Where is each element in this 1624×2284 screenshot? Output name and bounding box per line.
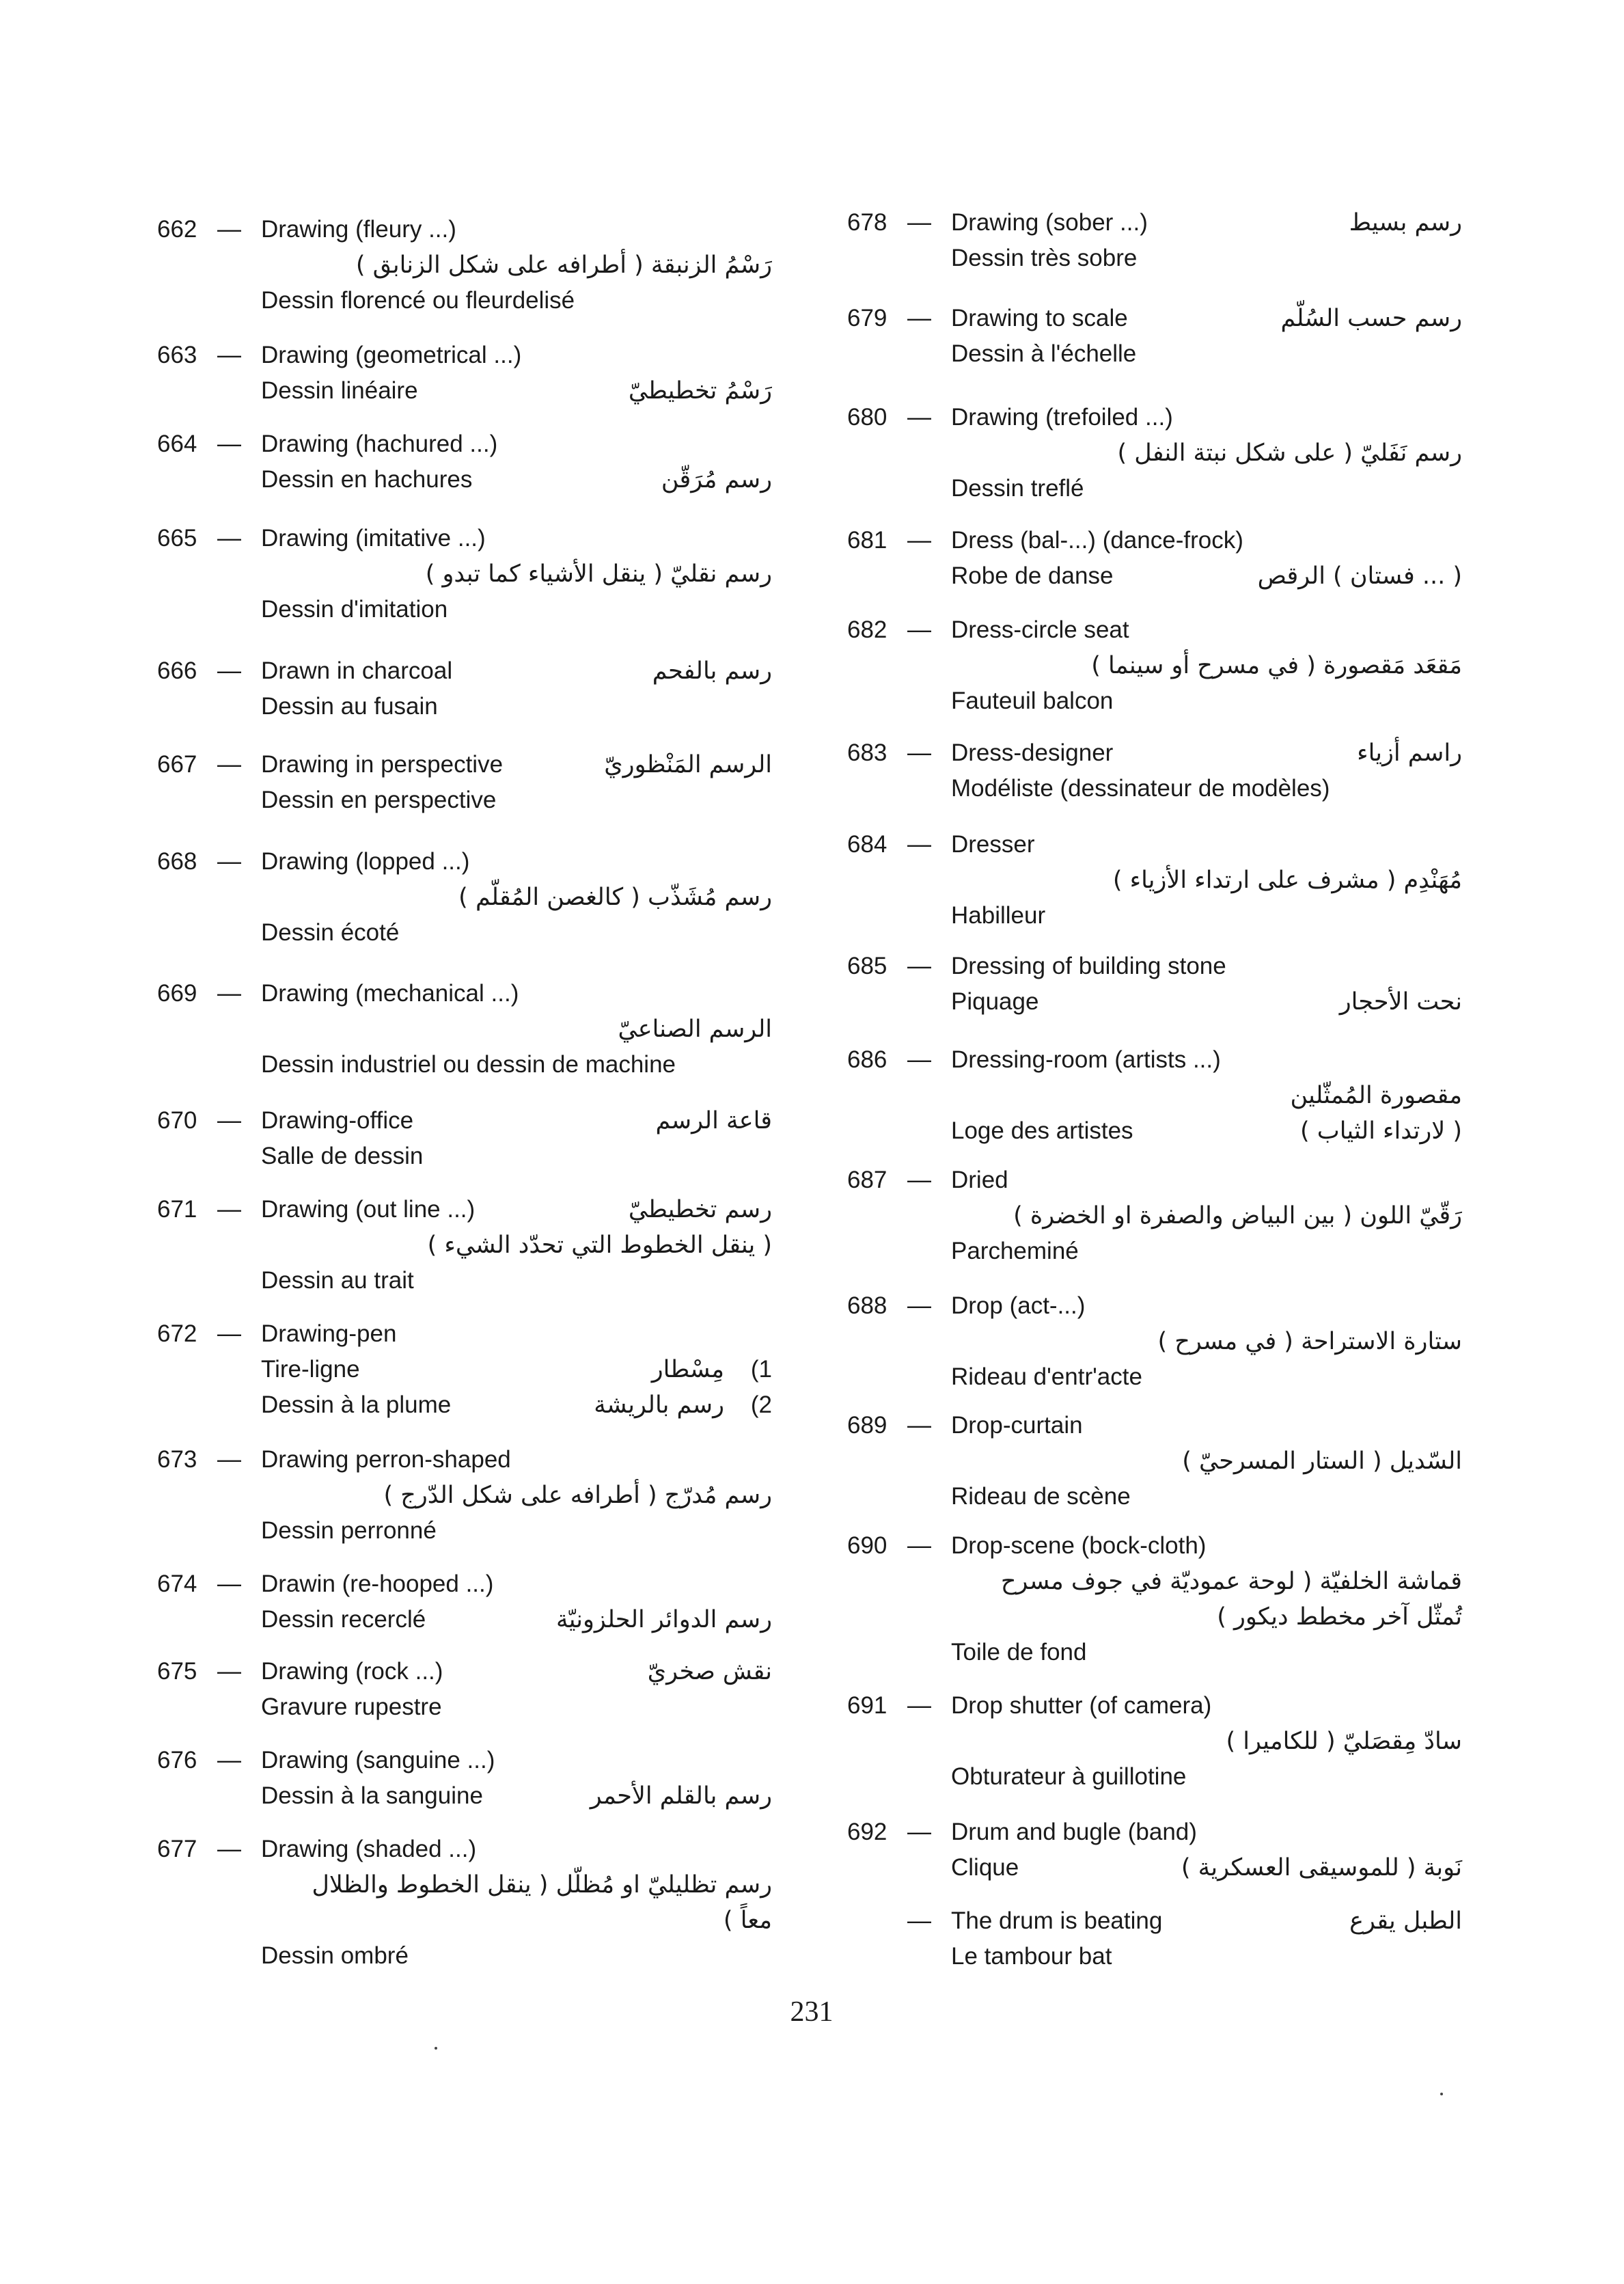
french-term: Dessin florencé ou fleurdelisé: [261, 287, 575, 314]
english-term: Drop shutter (of camera): [951, 1692, 1212, 1719]
english-term: Drawing (trefoiled ...): [951, 404, 1173, 431]
entry-number: 664: [157, 431, 197, 457]
english-term: Dress (bal-...) (dance-frock): [951, 527, 1243, 554]
entry-line: [157, 521, 772, 556]
entry-line: [847, 205, 1462, 241]
arabic-term: ( ... فستان ) الرقص: [1257, 562, 1462, 590]
arabic-term: نحت الأحجار: [1339, 988, 1462, 1016]
em-dash: —: [217, 848, 241, 875]
entry-number: 681: [847, 527, 887, 554]
entry-line: [157, 212, 772, 247]
entry-line: [847, 1850, 1462, 1886]
arabic-term: رسم حسب السُلّم: [1280, 305, 1462, 332]
english-term: Drawing (geometrical ...): [261, 342, 522, 368]
entry-line: [847, 558, 1462, 594]
arabic-term: رَسْمُ الزنبقة ( أطرافه على شكل الزنابق ): [355, 251, 772, 279]
entry-line: [157, 747, 772, 783]
arabic-term: رسم نقليّ ( ينقل الأشياء كما تبدو ): [425, 560, 772, 588]
arabic-term: رسم تخطيطيّ: [628, 1196, 772, 1223]
entry-line: [847, 648, 1462, 683]
entry-number: 691: [847, 1692, 887, 1719]
em-dash: —: [907, 404, 931, 431]
em-dash: —: [217, 1446, 241, 1473]
dictionary-entry: [157, 1743, 772, 1814]
entry-line: [157, 1263, 772, 1299]
dictionary-entry: [157, 1192, 772, 1299]
entry-line: [157, 1478, 772, 1513]
dictionary-entry: [847, 1408, 1462, 1514]
entry-line: [157, 1047, 772, 1083]
em-dash: —: [217, 980, 241, 1007]
entry-line: [847, 1564, 1462, 1599]
arabic-term: رسم تظليليّ او مُظلّل ( ينقل الخطوط والظلال: [312, 1871, 772, 1899]
em-dash: —: [217, 1747, 241, 1773]
print-speck: [1440, 2093, 1443, 2095]
entry-line: [157, 1192, 772, 1227]
entry-line: [847, 471, 1462, 506]
em-dash: —: [217, 1836, 241, 1862]
french-term: Salle de dessin: [261, 1143, 424, 1169]
french-term: Dessin linéaire: [261, 377, 418, 404]
entry-line: [847, 1814, 1462, 1850]
entry-line: [847, 435, 1462, 471]
arabic-term: الطبل يقرع: [1349, 1907, 1462, 1935]
arabic-term: مِسْطار: [651, 1356, 724, 1383]
entry-line: [157, 1442, 772, 1478]
french-term: Obturateur à guillotine: [951, 1763, 1187, 1790]
dictionary-entry: [847, 1042, 1462, 1149]
entry-number: 679: [847, 305, 887, 331]
sub-number: (1: [750, 1356, 772, 1383]
entry-line: [157, 1938, 772, 1974]
french-term: Tire-ligne: [261, 1356, 360, 1383]
dictionary-entry: [847, 827, 1462, 934]
entry-line: [847, 771, 1462, 806]
english-term: Dressing of building stone: [951, 953, 1226, 979]
arabic-term: السّديل ( الستار المسرحيّ ): [1182, 1447, 1462, 1475]
arabic-term: رَقّيّ اللون ( بين البياض والصفرة او الخضرة ): [1013, 1202, 1462, 1229]
entry-line: [157, 1867, 772, 1903]
arabic-term: رَسْمُ تخطيطيّ: [628, 377, 772, 405]
arabic-term: ( لارتداء الثياب ): [1300, 1117, 1462, 1145]
entry-number: 669: [157, 980, 197, 1007]
page-number: 231: [790, 1996, 834, 2028]
entry-line: [847, 827, 1462, 862]
french-term: Dessin perronné: [261, 1517, 437, 1544]
french-term: Dessin treflé: [951, 475, 1084, 502]
entry-line: [157, 1103, 772, 1139]
em-dash: —: [907, 209, 931, 236]
dictionary-entry: [847, 1528, 1462, 1670]
english-term: Drawing (fleury ...): [261, 216, 456, 243]
english-term: Drawn in charcoal: [261, 657, 453, 684]
english-term: Drop (act-...): [951, 1292, 1086, 1319]
dictionary-entry: [157, 1566, 772, 1637]
entry-line: [157, 1832, 772, 1867]
arabic-term: رسم مُرَقّن: [661, 466, 772, 493]
dictionary-entry: [157, 1316, 772, 1423]
dictionary-entry: [157, 976, 772, 1083]
arabic-term: نقش صخريّ: [647, 1658, 772, 1685]
dictionary-entry: [847, 1903, 1462, 1974]
arabic-term: قماشة الخلفيّة ( لوحة عموديّة في جوف مسرح: [1000, 1568, 1462, 1595]
arabic-term: رسم بالقلم الأحمر: [590, 1782, 772, 1810]
em-dash: —: [217, 431, 241, 457]
em-dash: —: [907, 1167, 931, 1193]
em-dash: —: [907, 831, 931, 858]
entry-number: 673: [157, 1446, 197, 1473]
entry-number: 690: [847, 1532, 887, 1559]
em-dash: —: [217, 1571, 241, 1597]
entry-number: 680: [847, 404, 887, 431]
entry-line: [847, 241, 1462, 276]
english-term: Drawing (hachured ...): [261, 431, 498, 457]
entry-line: [157, 915, 772, 951]
dictionary-entry: [157, 747, 772, 818]
dictionary-entry: [157, 338, 772, 409]
dictionary-entry: [157, 844, 772, 951]
french-term: Piquage: [951, 988, 1039, 1015]
french-term: Fauteuil balcon: [951, 688, 1114, 714]
em-dash: —: [217, 1107, 241, 1134]
english-term: Dresser: [951, 831, 1035, 858]
english-term: Drawing (out line ...): [261, 1196, 476, 1223]
entry-line: [157, 1689, 772, 1725]
dictionary-entry: [847, 301, 1462, 372]
entry-number: 663: [157, 342, 197, 368]
entry-line: [847, 1324, 1462, 1359]
french-term: Dessin d'imitation: [261, 596, 448, 623]
french-term: Dessin écoté: [261, 919, 400, 946]
dictionary-entry: [847, 1814, 1462, 1886]
dictionary-entry: [157, 653, 772, 724]
em-dash: —: [907, 1412, 931, 1439]
entry-number: 685: [847, 953, 887, 979]
arabic-term: رسم نَفَليّ ( على شكل نبتة النفل ): [1117, 439, 1462, 467]
em-dash: —: [907, 1692, 931, 1719]
arabic-term: رسم مُدرّج ( أطرافه على شكل الدّرج ): [383, 1482, 772, 1509]
french-term: Dessin à la plume: [261, 1391, 452, 1418]
entry-line: [157, 689, 772, 724]
french-term: Dessin en perspective: [261, 787, 497, 813]
entry-line: [847, 1408, 1462, 1443]
entry-line: [157, 556, 772, 592]
dictionary-entry: [157, 521, 772, 627]
em-dash: —: [217, 1658, 241, 1685]
arabic-term: الرسم الصناعيّ: [618, 1016, 772, 1043]
entry-line: [157, 247, 772, 283]
entry-line: [847, 1724, 1462, 1759]
french-term: Dessin à la sanguine: [261, 1782, 483, 1809]
english-term: Drawing (rock ...): [261, 1658, 443, 1685]
entry-line: [157, 783, 772, 818]
entry-line: [847, 1939, 1462, 1974]
entry-line: [157, 1778, 772, 1814]
entry-line: [157, 1602, 772, 1637]
entry-line: [157, 1139, 772, 1174]
dictionary-entry: [157, 426, 772, 498]
arabic-term: تُمثّل آخر مخطط ديكور ): [1217, 1603, 1462, 1631]
french-term: Dessin recerclé: [261, 1606, 426, 1633]
dictionary-entry: [847, 949, 1462, 1020]
em-dash: —: [217, 657, 241, 684]
entry-number: 670: [157, 1107, 197, 1134]
entry-line: [157, 1513, 772, 1549]
french-term: Dessin à l'échelle: [951, 340, 1137, 367]
english-term: Drawing-pen: [261, 1320, 397, 1347]
dictionary-entry: [847, 523, 1462, 594]
entry-line: [157, 283, 772, 318]
french-term: Toile de fond: [951, 1639, 1087, 1666]
entry-line: [847, 1163, 1462, 1198]
entry-number: 674: [157, 1571, 197, 1597]
em-dash: —: [907, 616, 931, 643]
entry-line: [157, 373, 772, 409]
entry-number: 689: [847, 1412, 887, 1439]
entry-number: 686: [847, 1046, 887, 1073]
french-term: Loge des artistes: [951, 1117, 1133, 1144]
entry-line: [847, 898, 1462, 934]
french-term: Dessin en hachures: [261, 466, 473, 493]
entry-number: 677: [157, 1836, 197, 1862]
french-term: Dessin très sobre: [951, 245, 1138, 271]
entry-number: 675: [157, 1658, 197, 1685]
entry-number: 665: [157, 525, 197, 552]
arabic-term: الرسم المَنْظوريّ: [604, 751, 772, 778]
entry-line: [157, 1387, 772, 1423]
arabic-term: مَقعَد مَقصورة ( في مسرح أو سينما ): [1091, 652, 1462, 679]
english-term: The drum is beating: [951, 1907, 1163, 1934]
entry-number: 692: [847, 1819, 887, 1845]
english-term: Dried: [951, 1167, 1008, 1193]
em-dash: —: [907, 1292, 931, 1319]
english-term: Dress-designer: [951, 739, 1114, 766]
entry-line: [157, 1316, 772, 1352]
dictionary-entry: [157, 1442, 772, 1549]
entry-line: [157, 1352, 772, 1387]
entry-line: [847, 301, 1462, 336]
entry-line: [847, 1234, 1462, 1269]
entry-line: [847, 1042, 1462, 1078]
french-term: Dessin industriel ou dessin de machine: [261, 1051, 676, 1078]
entry-number: 684: [847, 831, 887, 858]
entry-line: [847, 1113, 1462, 1149]
entry-line: [157, 462, 772, 498]
french-term: Parcheminé: [951, 1238, 1079, 1264]
em-dash: —: [907, 305, 931, 331]
em-dash: —: [217, 216, 241, 243]
entry-line: [847, 1528, 1462, 1564]
french-term: Dessin au fusain: [261, 693, 438, 720]
em-dash: —: [217, 751, 241, 778]
english-term: Dress-circle seat: [951, 616, 1129, 643]
entry-line: [847, 400, 1462, 435]
dictionary-entry: [157, 1103, 772, 1174]
entry-line: [157, 1743, 772, 1778]
entry-line: [847, 523, 1462, 558]
dictionary-entry: [157, 1832, 772, 1974]
dictionary-entry: [847, 400, 1462, 506]
entry-line: [847, 683, 1462, 719]
entry-line: [157, 976, 772, 1011]
entry-line: [157, 653, 772, 689]
entry-number: 671: [157, 1196, 197, 1223]
entry-line: [157, 1566, 772, 1602]
entry-number: 688: [847, 1292, 887, 1319]
arabic-term: مُهَنْدِم ( مشرف على ارتداء الأزياء ): [1112, 867, 1462, 894]
french-term: Dessin ombré: [261, 1942, 409, 1969]
entry-line: [157, 592, 772, 627]
arabic-term: سادّ مِقصَليّ ( للكاميرا ): [1226, 1728, 1462, 1755]
english-term: Drawing (shaded ...): [261, 1836, 477, 1862]
entry-line: [847, 1288, 1462, 1324]
english-term: Drawing (mechanical ...): [261, 980, 519, 1007]
french-term: Gravure rupestre: [261, 1694, 442, 1720]
entry-number: 687: [847, 1167, 887, 1193]
entry-line: [847, 1443, 1462, 1479]
entry-number: 683: [847, 739, 887, 766]
em-dash: —: [907, 1819, 931, 1845]
entry-number: 662: [157, 216, 197, 243]
entry-line: [847, 862, 1462, 898]
english-term: Drawing (sanguine ...): [261, 1747, 495, 1773]
english-term: Drum and bugle (band): [951, 1819, 1197, 1845]
dictionary-entry: [847, 1688, 1462, 1795]
entry-line: [847, 1078, 1462, 1113]
arabic-term: نَوبة ( للموسيقى العسكرية ): [1181, 1854, 1462, 1881]
french-term: Dessin au trait: [261, 1267, 414, 1294]
entry-line: [157, 880, 772, 915]
english-term: Drawing in perspective: [261, 751, 504, 778]
entry-number: 668: [157, 848, 197, 875]
english-term: Drawing perron-shaped: [261, 1446, 511, 1473]
em-dash: —: [217, 525, 241, 552]
french-term: Rideau d'entr'acte: [951, 1363, 1142, 1390]
entry-number: 666: [157, 657, 197, 684]
dictionary-entry: [847, 735, 1462, 806]
entry-line: [157, 1654, 772, 1689]
em-dash: —: [907, 527, 931, 554]
arabic-term: معاً ): [723, 1907, 772, 1934]
entry-line: [847, 612, 1462, 648]
english-term: Dressing-room (artists ...): [951, 1046, 1221, 1073]
entry-line: [157, 1011, 772, 1047]
arabic-term: رسم بالفحم: [652, 657, 772, 685]
sub-number: (2: [750, 1391, 772, 1418]
arabic-term: راسم أزياء: [1357, 739, 1462, 767]
dictionary-entry: [847, 612, 1462, 719]
dictionary-entry: [847, 205, 1462, 276]
entry-line: [847, 735, 1462, 771]
arabic-term: رسم الدوائر الحلزونيّة: [555, 1606, 772, 1633]
em-dash: —: [907, 953, 931, 979]
entry-number: 676: [157, 1747, 197, 1773]
french-term: Le tambour bat: [951, 1943, 1112, 1970]
entry-line: [847, 949, 1462, 984]
english-term: Drawing (imitative ...): [261, 525, 486, 552]
em-dash: —: [907, 1046, 931, 1073]
french-term: Modéliste (dessinateur de modèles): [951, 775, 1330, 802]
english-term: Drop-scene (bock-cloth): [951, 1532, 1207, 1559]
entry-line: [157, 338, 772, 373]
print-speck: [435, 2047, 437, 2050]
em-dash: —: [217, 1320, 241, 1347]
arabic-term: ( ينقل الخطوط التي تحدّد الشيء ): [427, 1232, 772, 1259]
french-term: Habilleur: [951, 902, 1046, 929]
entry-line: [847, 1759, 1462, 1795]
entry-line: [847, 1359, 1462, 1395]
french-term: Robe de danse: [951, 562, 1114, 589]
entry-number: 682: [847, 616, 887, 643]
entry-line: [847, 1903, 1462, 1939]
entry-line: [157, 1903, 772, 1938]
entry-line: [847, 336, 1462, 372]
entry-line: [847, 1599, 1462, 1635]
dictionary-entry: [847, 1288, 1462, 1395]
arabic-term: مقصورة المُمثّلين: [1290, 1082, 1462, 1109]
english-term: Drawing to scale: [951, 305, 1128, 331]
entry-line: [847, 984, 1462, 1020]
em-dash: —: [217, 342, 241, 368]
arabic-term: رسم بسيط: [1349, 209, 1462, 236]
english-term: Drop-curtain: [951, 1412, 1083, 1439]
arabic-term: قاعة الرسم: [655, 1107, 772, 1134]
dictionary-entry: [157, 212, 772, 318]
arabic-term: ستارة الاستراحة ( في مسرح ): [1157, 1328, 1462, 1355]
entry-line: [847, 1479, 1462, 1514]
em-dash: —: [217, 1196, 241, 1223]
english-term: Drawing (lopped ...): [261, 848, 470, 875]
english-term: Drawin (re-hooped ...): [261, 1571, 494, 1597]
em-dash: —: [907, 1907, 931, 1934]
entry-line: [157, 1227, 772, 1263]
french-term: Rideau de scène: [951, 1483, 1131, 1510]
entry-number: 672: [157, 1320, 197, 1347]
entry-number: 667: [157, 751, 197, 778]
dictionary-entry: [157, 1654, 772, 1725]
entry-line: [847, 1688, 1462, 1724]
em-dash: —: [907, 1532, 931, 1559]
english-term: Drawing (sober ...): [951, 209, 1148, 236]
em-dash: —: [907, 739, 931, 766]
entry-line: [157, 844, 772, 880]
entry-line: [157, 426, 772, 462]
english-term: Drawing-office: [261, 1107, 414, 1134]
entry-line: [847, 1198, 1462, 1234]
french-term: Clique: [951, 1854, 1019, 1881]
entry-line: [847, 1635, 1462, 1670]
arabic-term: رسم بالريشة: [594, 1391, 724, 1419]
dictionary-entry: [847, 1163, 1462, 1269]
arabic-term: رسم مُشَذّب ( كالغصن المُقلّم ): [458, 884, 772, 911]
entry-number: 678: [847, 209, 887, 236]
